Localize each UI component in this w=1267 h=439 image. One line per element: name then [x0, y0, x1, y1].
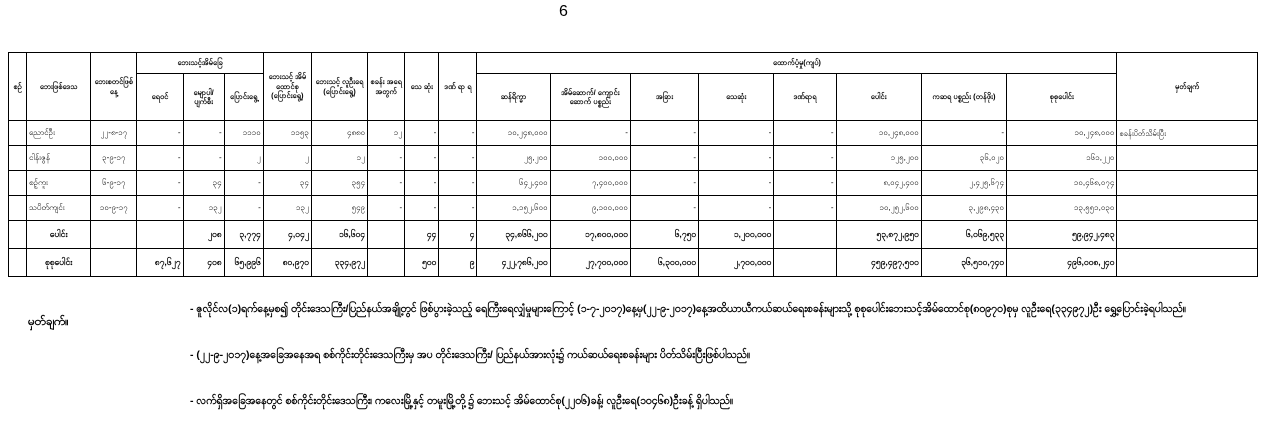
date-cell: ၂၂-၈-၁၇ — [91, 121, 137, 146]
col-header-relief-goods-value: ကဆရ ပစ္စည်း (တန်ဖိုး) — [921, 74, 1006, 121]
value-cell: ၇,၄၀၀,၀၀၀ — [550, 171, 630, 196]
value-cell: ၁၀,၄၆၈,၀၇၄ — [1007, 171, 1117, 196]
notes-block — [190, 302, 1256, 439]
flood-relief-table — [8, 52, 1258, 277]
col-header-relocated: ပြောင်းရွေ့ — [224, 74, 263, 121]
value-cell: ၄၉၆,၀၀၈,၂၄၀ — [1007, 249, 1117, 277]
total-row-label: ပေါင်း — [27, 221, 91, 249]
value-cell: - — [699, 146, 774, 171]
value-cell: ၁၀,၂၄၈,၀၀၀ — [477, 121, 550, 146]
note-item: - (၂၂-၉-၂၀၁၇)နေ့အခြေအနေအရ စစ်ကိုင်းတိုင်းဒေသကြီးမှ အပ တိုင်းဒေသကြီး/ ပြည်နယ်အားလုံး၌ ကယ်ဆယ်ရေးစခန်းများ ပိတ်သိမ်းပြီးဖြစ်ပါသည်။ — [190, 348, 751, 361]
date-cell: ၁၀-၉-၁၇ — [91, 196, 137, 221]
value-cell: ၁၂ — [368, 121, 405, 146]
value-cell: ၃၃၄,၉၇၂ — [311, 249, 367, 277]
value-cell: ၆,၇၅၀ — [630, 221, 698, 249]
value-cell: ၃၆,၅၁၀,၇၄၀ — [921, 249, 1006, 277]
serial-cell — [9, 196, 27, 221]
notes-label: မှတ်ချက်။ — [28, 316, 69, 328]
value-cell: - — [630, 146, 698, 171]
value-cell: ၄၄ — [405, 221, 439, 249]
value-cell: ၃၄,၈၆၆,၂၀၀ — [477, 221, 550, 249]
value-cell: ၁၇,၈၀၀,၀၀၀ — [550, 221, 630, 249]
value-cell: - — [921, 121, 1006, 146]
value-cell: ၁,၂၀၀,၀၀၀ — [699, 221, 774, 249]
value-cell: - — [630, 121, 698, 146]
serial-cell — [9, 221, 27, 249]
value-cell: ၁၂၅,၂၀၀ — [836, 146, 921, 171]
value-cell: ၁၀,၂၅၂,၆၀၀ — [836, 196, 921, 221]
date-cell — [91, 249, 137, 277]
value-cell: ၁၃,၅၅၁,၀၃၀ — [1007, 196, 1117, 221]
value-cell: - — [183, 146, 224, 171]
col-header-start-date: ဘေးစတင်ဖြစ်နေ့ — [91, 53, 137, 121]
date-cell — [91, 221, 137, 249]
value-cell: - — [368, 146, 405, 171]
value-cell: ၁၀,၂၄၈,၀၀၀ — [1007, 121, 1117, 146]
remark-cell — [1117, 249, 1258, 277]
value-cell: ၄,၀၄၂ — [263, 221, 311, 249]
date-cell: ၃-၉-၁၇ — [91, 146, 137, 171]
remark-cell: စခန်းပိတ်သိမ်းပြီး — [1117, 121, 1258, 146]
value-cell — [368, 221, 405, 249]
note-item: - ဇူလိုင်လ(၁)ရက်နေ့မှစ၍ တိုင်းဒေသကြီး/ပြည်နယ်အချို့တွင် ဖြစ်ပွားခဲ့သည့် ရေကြီးရေလျှံမှုများကြောင့် (၁-၇-၂၀၁၇)နေ့မှ(၂၂-၉-၂၀၁၇)နေ့အထိယာယီကယ်ဆယ်ရေးစခန်းများသို့ စုစုပေါင်းဘေးသင့်အိမ်ထောင်စု(၈၀၉၇၀)စုမှ လူဦးရေ(၃၃၄၉၇၂)ဦး ရွှေ့ပြောင်းခဲ့ရပါသည်။ — [190, 303, 1187, 315]
table-row — [9, 196, 1258, 221]
value-cell: ၃,၇၇၄ — [224, 221, 263, 249]
value-cell: - — [137, 146, 183, 171]
value-cell: ၁,၁၅၂,၆၀၀ — [477, 196, 550, 221]
value-cell: - — [137, 121, 183, 146]
col-header-building-support: အိမ်ဆောက်/ ကျောင်းဆောက် ပစ္စည်း — [550, 74, 630, 121]
value-cell: ၃,၂၉၈,၄၃၀ — [921, 196, 1006, 221]
value-cell — [774, 221, 836, 249]
remark-cell — [1117, 146, 1258, 171]
col-group-affected-houses: ဘေးသင့်အိမ်ခြေ — [137, 53, 263, 74]
value-cell: ၁၁၅၃ — [263, 121, 311, 146]
remark-cell — [1117, 171, 1258, 196]
value-cell: ၁၀,၂၄၈,၀၀၀ — [836, 121, 921, 146]
value-cell: - — [439, 171, 477, 196]
value-cell: ၃၄ — [183, 171, 224, 196]
value-cell: - — [405, 121, 439, 146]
value-cell: - — [137, 171, 183, 196]
value-cell: ၂၀၈ — [183, 221, 224, 249]
township-cell: သပိတ်ကျင်း — [27, 196, 91, 221]
date-cell: ၆-၉-၁၇ — [91, 171, 137, 196]
value-cell: - — [550, 121, 630, 146]
remark-cell — [1117, 196, 1258, 221]
value-cell: ၆၅,၉၉၆ — [224, 249, 263, 277]
value-cell: - — [183, 121, 224, 146]
value-cell: - — [439, 121, 477, 146]
col-header-deaths: သေ ဆုံး — [405, 53, 439, 121]
township-cell: ညောင်ဦး — [27, 121, 91, 146]
page-number: 6 — [559, 3, 568, 20]
value-cell: ၉,၁၀၀,၀၀၀ — [550, 196, 630, 221]
value-cell: - — [224, 196, 263, 221]
col-header-death-support: သေဆုံး — [699, 74, 774, 121]
col-header-remark: မှတ်ချက် — [1117, 53, 1258, 121]
col-header-injury-support: ဒဏ်ရာရ — [774, 74, 836, 121]
value-cell: ၂၅,၂၀၀ — [477, 146, 550, 171]
value-cell: ၄၅၉,၄၉၇,၅၀၀ — [836, 249, 921, 277]
value-cell: ၄၈၈၀ — [311, 121, 367, 146]
col-header-rice-support: ဆန်ရိက္ခာ — [477, 74, 550, 121]
col-header-serial: စဉ် — [9, 53, 27, 121]
col-header-support-total: ပေါင်း — [836, 74, 921, 121]
note-item: - လက်ရှိအခြေအနေတွင် စစ်ကိုင်းတိုင်းဒေသကြီး၊ ကလေးမြို့နှင့် တမူးမြို့တို့၌ ဘေးသင့် အိမ်ထောင်စု(၂၂၀၆)ခန့်၊ လူဦးရေ(၁၀၄၆၈)ဦးခန့် ရှိပါသည်။ — [190, 394, 734, 407]
value-cell: - — [405, 171, 439, 196]
value-cell: ၂ — [263, 146, 311, 171]
col-header-area: ဘေးဖြစ်ဒေသ — [27, 53, 91, 121]
value-cell: ၆,၀၆၉,၅၃၃ — [921, 221, 1006, 249]
col-header-injured: ဒဏ် ရာ ရ — [439, 53, 477, 121]
township-cell: စဉ့်ကူး — [27, 171, 91, 196]
value-cell: ၃၄ — [263, 171, 311, 196]
table-row — [9, 121, 1258, 146]
value-cell: ၄၂၂,၇၈၆,၂၀၀ — [477, 249, 550, 277]
total-row — [9, 221, 1258, 249]
township-cell: ငါန်းဇွန် — [27, 146, 91, 171]
value-cell: ၈,၀၄၂,၄၀၀ — [836, 171, 921, 196]
value-cell — [774, 249, 836, 277]
value-cell: ၃၅၄ — [311, 171, 367, 196]
value-cell: ၁၁၁၀ — [224, 121, 263, 146]
col-header-washed-damaged: မျောပါ/ ပျက်စီး — [183, 74, 224, 121]
value-cell: ၁၆၁,၂၂၀ — [1007, 146, 1117, 171]
value-cell: - — [439, 146, 477, 171]
col-header-grand-total: စုစုပေါင်း — [1007, 74, 1117, 121]
table-row — [9, 146, 1258, 171]
col-header-households: ဘေးသင့် အိမ် ထောင်စု (ပြောင်းရွေ့) — [263, 53, 311, 121]
value-cell: - — [368, 196, 405, 221]
value-cell: ၁၀၀,၀၀၀ — [550, 146, 630, 171]
col-header-other-support: အခြား — [630, 74, 698, 121]
value-cell: ၂ — [224, 146, 263, 171]
col-header-flooded: ရေဝင် — [137, 74, 183, 121]
value-cell: - — [699, 196, 774, 221]
serial-cell — [9, 121, 27, 146]
value-cell: - — [137, 196, 183, 221]
value-cell: ၅၃,၈၇၂,၉၅၀ — [836, 221, 921, 249]
col-header-population: ဘေးသင့် လူဦးရေ (ပြောင်းရွေ့) — [311, 53, 367, 121]
value-cell: - — [630, 196, 698, 221]
value-cell: ၁၃၂ — [263, 196, 311, 221]
value-cell: - — [699, 171, 774, 196]
value-cell: - — [224, 171, 263, 196]
serial-cell — [9, 171, 27, 196]
value-cell: ၂,၄၂၅,၆၇၄ — [921, 171, 1006, 196]
value-cell: ၈၀,၉၇၀ — [263, 249, 311, 277]
table-row — [9, 171, 1258, 196]
value-cell: ၆၄၂,၄၀၀ — [477, 171, 550, 196]
value-cell: ၄၀၈ — [183, 249, 224, 277]
serial-cell — [9, 249, 27, 277]
value-cell: ၈၇,၆၂၇ — [137, 249, 183, 277]
value-cell: ၁၂ — [311, 146, 367, 171]
value-cell: ၂၇,၇၀၀,၀၀၀ — [550, 249, 630, 277]
value-cell: - — [774, 146, 836, 171]
value-cell: - — [774, 196, 836, 221]
remark-cell — [1117, 221, 1258, 249]
grand-total-row-label: စုစုပေါင်း — [27, 249, 91, 277]
value-cell: ၉ — [439, 249, 477, 277]
value-cell: - — [699, 121, 774, 146]
value-cell: ၅၉,၉၄၂,၄၈၃ — [1007, 221, 1117, 249]
grand-total-row — [9, 249, 1258, 277]
value-cell: ၅၄၉ — [311, 196, 367, 221]
value-cell: - — [368, 171, 405, 196]
value-cell: ၁၃၂ — [183, 196, 224, 221]
serial-cell — [9, 146, 27, 171]
value-cell: ၅၀၀ — [405, 249, 439, 277]
value-cell: - — [774, 171, 836, 196]
value-cell: - — [405, 196, 439, 221]
col-group-support-kyat: ထောက်ပံ့မှု(ကျပ်) — [477, 53, 1117, 74]
value-cell: ၄ — [439, 221, 477, 249]
col-header-camps: စခန်း အရေ အတွက် — [368, 53, 405, 121]
value-cell: ၃၆,၀၂၀ — [921, 146, 1006, 171]
value-cell: - — [405, 146, 439, 171]
value-cell: ၆,၃၀၀,၀၀၀ — [630, 249, 698, 277]
value-cell: - — [630, 171, 698, 196]
value-cell: ၁၆,၆၀၄ — [311, 221, 367, 249]
value-cell — [368, 249, 405, 277]
value-cell — [137, 221, 183, 249]
value-cell: ၂,၇၀၀,၀၀၀ — [699, 249, 774, 277]
value-cell: - — [774, 121, 836, 146]
value-cell: - — [439, 196, 477, 221]
